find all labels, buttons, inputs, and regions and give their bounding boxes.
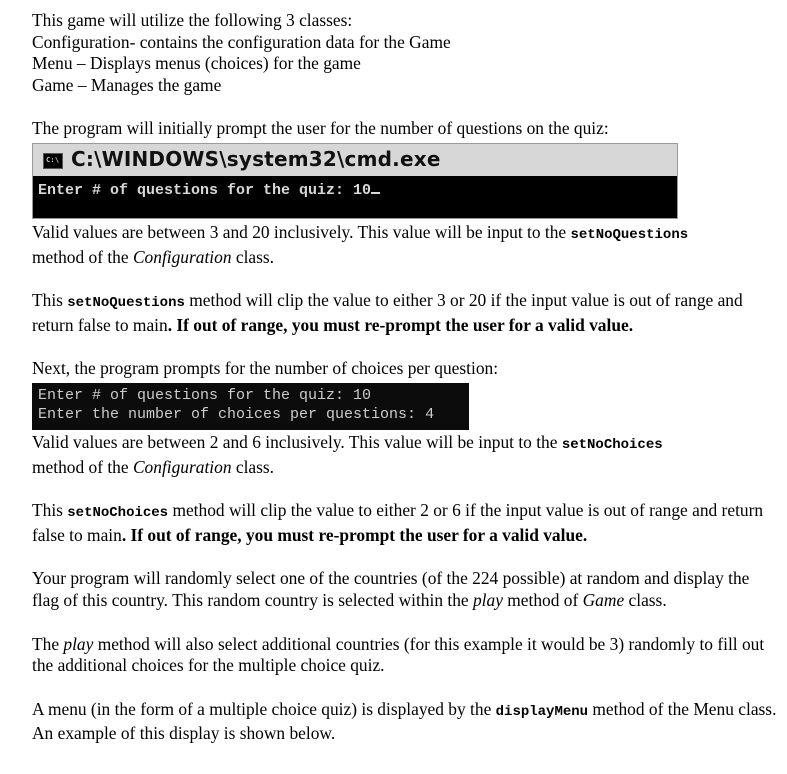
spacer xyxy=(32,478,777,500)
bold-text: . If out of range, you must re-prompt the user for a valid value. xyxy=(167,314,634,335)
spacer xyxy=(32,677,777,699)
clip-choices-paragraph xyxy=(32,500,777,546)
text: Valid values are between 2 and 6 inclusively. This value will be input to the xyxy=(32,431,562,452)
text: class. xyxy=(231,456,275,477)
cmd-title: C:\WINDOWS\system32\cmd.exe xyxy=(71,147,441,172)
text: This xyxy=(32,500,68,521)
spacer xyxy=(32,336,777,358)
cmd-title-bar xyxy=(33,144,677,176)
text: The xyxy=(32,633,64,654)
next-intro: Next, the program prompts for the number of choices per question: xyxy=(32,358,499,379)
code-set-no-choices: setNoChoices xyxy=(67,505,169,522)
code-display-menu: displayMenu xyxy=(495,703,589,720)
text: method will also select additional countries (for this example it would be 3) randomly to fill out the additional choices for the multiple choice quiz. xyxy=(32,633,765,676)
intro-line-1: This game will utilize the following 3 classes: xyxy=(32,10,353,30)
class-name: Configuration xyxy=(132,456,232,477)
text: This xyxy=(32,290,68,311)
random-country-paragraph xyxy=(32,568,777,611)
console-line-2: Enter the number of choices per questions: 4 xyxy=(38,405,435,423)
method-name: play xyxy=(63,633,94,654)
menu-paragraph xyxy=(32,699,777,745)
text: method will clip the value to either 2 or 6 if the input value is out of range and return false to main xyxy=(32,500,764,545)
text: Valid values are between 3 and 20 inclusively. This value will be input to the xyxy=(32,221,571,242)
intro-line-3: Menu – Displays menus (choices) for the game xyxy=(32,53,361,74)
intro-line-2: Configuration- contains the configuration data for the Game xyxy=(32,31,451,52)
prompt-intro: The program will initially prompt the user for the number of questions on the quiz: xyxy=(32,118,609,139)
cmd-body xyxy=(33,176,677,218)
additional-countries-paragraph xyxy=(32,634,777,677)
cursor-icon xyxy=(371,192,380,194)
method-name: play xyxy=(472,589,503,610)
valid-choices-paragraph xyxy=(32,432,777,478)
text: Your program will randomly select one of the countries (of the 224 possible) at random and display the flag of this country. This random country is selected within the xyxy=(32,568,750,610)
spacer xyxy=(32,96,777,118)
spacer xyxy=(32,268,777,290)
spacer xyxy=(32,612,777,634)
code-set-no-questions: setNoQuestions xyxy=(570,226,689,243)
code-set-no-choices: setNoChoices xyxy=(561,436,663,453)
valid-questions-paragraph xyxy=(32,222,777,268)
intro-line-4: Game – Manages the game xyxy=(32,74,222,95)
text: method of xyxy=(502,589,583,610)
spacer xyxy=(32,546,777,568)
console-output xyxy=(32,383,469,430)
bold-text: . If out of range, you must re-prompt the user for a valid value. xyxy=(121,524,588,545)
cmd-line: Enter # of questions for the quiz: 10 xyxy=(38,181,372,199)
text: method of the Menu class. An example of this display is shown below. xyxy=(32,698,777,744)
text: class. xyxy=(624,589,667,610)
code-set-no-questions: setNoQuestions xyxy=(67,295,185,312)
text: A menu (in the form of a multiple choice quiz) is displayed by the xyxy=(32,698,496,719)
text: method of the xyxy=(32,246,133,267)
clip-questions-paragraph xyxy=(32,290,777,336)
text: method will clip the value to either 3 or 20 if the input value is out of range and return false to main xyxy=(32,290,743,335)
cmd-icon xyxy=(43,153,63,169)
class-name: Configuration xyxy=(132,246,232,267)
document xyxy=(32,10,777,745)
class-name: Game xyxy=(582,589,625,610)
text: class. xyxy=(231,246,275,267)
cmd-window xyxy=(32,143,678,219)
console-line-1: Enter # of questions for the quiz: 10 xyxy=(38,386,372,404)
text: method of the xyxy=(32,456,133,477)
